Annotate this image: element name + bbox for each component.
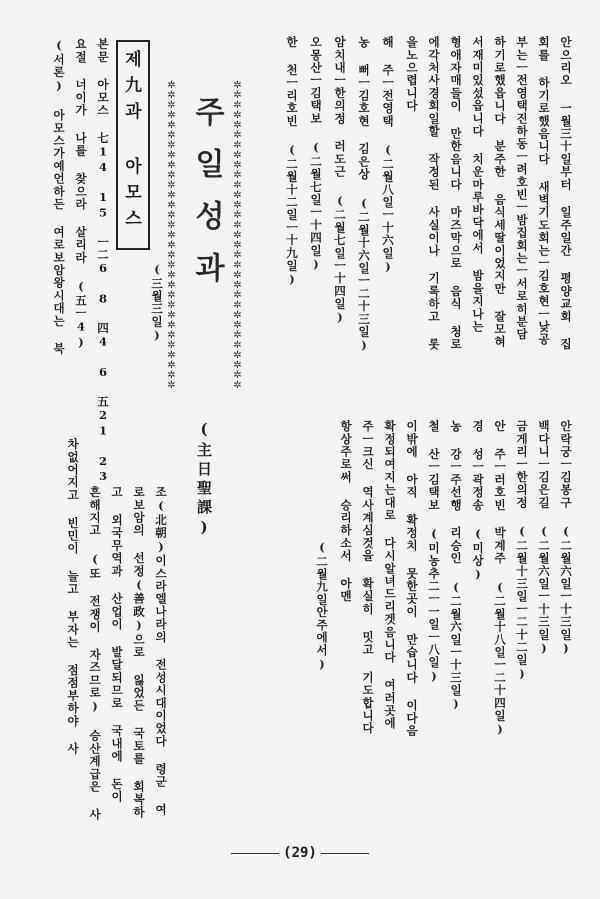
- ornament-border-left: ✲✲✲✲✲✲✲✲✲✲✲✲✲✲✲✲✲✲✲✲✲✲✲✲✲✲✲✲✲✲✲: [166, 80, 177, 390]
- schedule-item: 백다니ㅡ김은길 (二월六일ㅡ十三일): [537, 420, 551, 657]
- rule-left: [231, 853, 279, 854]
- section-heading: (主日聖課): [195, 420, 213, 540]
- report-line-1: 안으리오 一월三十일부터 일주일간 평양교회 집: [559, 36, 573, 351]
- lesson-line: 요절 너이가 나를 찾으라 살리라 (五ㅡ4): [74, 38, 88, 351]
- closing-line: 확정되여지는대로 다시알녀드리겟음니다 여러곳에: [383, 420, 397, 730]
- rule-right: [321, 853, 369, 854]
- report-line-4: 하기로했읍니다 분주한 음식세딸이었지만 잘모혀: [493, 36, 507, 349]
- lesson-title-box: 제九과 아모스: [116, 40, 150, 250]
- schedule-item: 농 강ㅡ주선행 리승인 (二월六일ㅡ十三일): [449, 420, 463, 712]
- page-number-footer: [0, 845, 600, 861]
- schedule-item: 철 산ㅡ김택보 (미농추二ㅡ一일ㅡ八일): [427, 420, 441, 684]
- report-line-5: 서재미있섰읍니다 치운마루바닥에서 밤을지나는: [471, 36, 485, 334]
- body-line: 로보암의 선정(善政)으로 잃었든 국토를 회복하: [132, 486, 146, 819]
- body-line: 흔해지고 (또 전쟁이 자즈므로) 승산계급은 사: [88, 486, 102, 821]
- page-headline: 주일성과: [189, 96, 224, 304]
- signature-date: (二월九일안주에서): [315, 540, 329, 672]
- report-line-3: 부는ㅡ전영택진하동ㅡ려호빈ㅡ밤집회는ㅡ서로히분담: [515, 36, 529, 341]
- closing-line: 주ㅡ크신 역사계심것을 확실히 밋고 기도합니다: [361, 420, 375, 735]
- lesson-date: (三월三일): [150, 262, 164, 344]
- schedule-item: 오몽산ㅡ김택보 (二월七일ㅡ十四일): [309, 36, 323, 273]
- body-line: 고 외국무역과 산업이 발달되므로 국내에 돈이: [110, 486, 124, 804]
- schedule-item: 안 주ㅡ러호빈 박계주 (二월十八일ㅡ二十四일): [493, 420, 507, 738]
- ornament-border-right: ✲✲✲✲✲✲✲✲✲✲✲✲✲✲✲✲✲✲✲✲✲✲✲✲✲✲✲✲✲✲✲: [232, 80, 243, 390]
- schedule-item: 농 뻐ㅡ김호현 김은상 (二월十六일ㅡ二十三일): [357, 36, 371, 354]
- lesson-line: 본문 아모스 七14 15 ㅡ二6 8 四4 6 五21 23: [96, 38, 110, 485]
- closing-line: 항상주로써 승리하소서 아멘: [339, 420, 353, 603]
- schedule-item: 경 성ㅡ곽정송 (미상): [471, 420, 485, 583]
- closing-line: 이밖에 아직 확정치 못한곳이 만습니다 이다음: [405, 420, 419, 738]
- report-line-7: 에각처사경회일할 작정된 사실이나 기록하고 롯: [427, 36, 441, 351]
- schedule-item: 한 천ㅡ리호빈 (二월十二일ㅡ十九일): [285, 36, 299, 288]
- schedule-item: 안락궁ㅡ김봉구 (二월六일ㅡ十三일): [559, 420, 573, 657]
- report-line-2: 회를 하기로했음니다 새벽기도회는ㅡ김호현ㅡ낮공: [537, 36, 551, 346]
- report-line-6: 형애자매들이 만한음니다 마즈막으로 음식 청로: [449, 36, 463, 351]
- body-line: 조(北朝)이스라엘나라의 전성시대이었다 령군 여: [154, 486, 168, 816]
- lesson-line: (서론) 아모스가예언하든 여로보암왕시대는 북: [52, 38, 66, 356]
- schedule-item: 해 주ㅡ전영택 (二월八일ㅡ十六일): [381, 36, 395, 275]
- schedule-item: 암치내ㅡ한의정 러도근 (二월七일ㅡ十四일): [333, 36, 347, 326]
- schedule-item: 금게리ㅡ한의정 (二월十三일ㅡ二十二일): [515, 420, 529, 682]
- page-number: (29): [283, 845, 317, 861]
- report-line-8: 을노으렵니다: [405, 36, 419, 113]
- body-line: 차없어지고 빈민이 늘고 부자는 점점부하야 사: [66, 438, 80, 756]
